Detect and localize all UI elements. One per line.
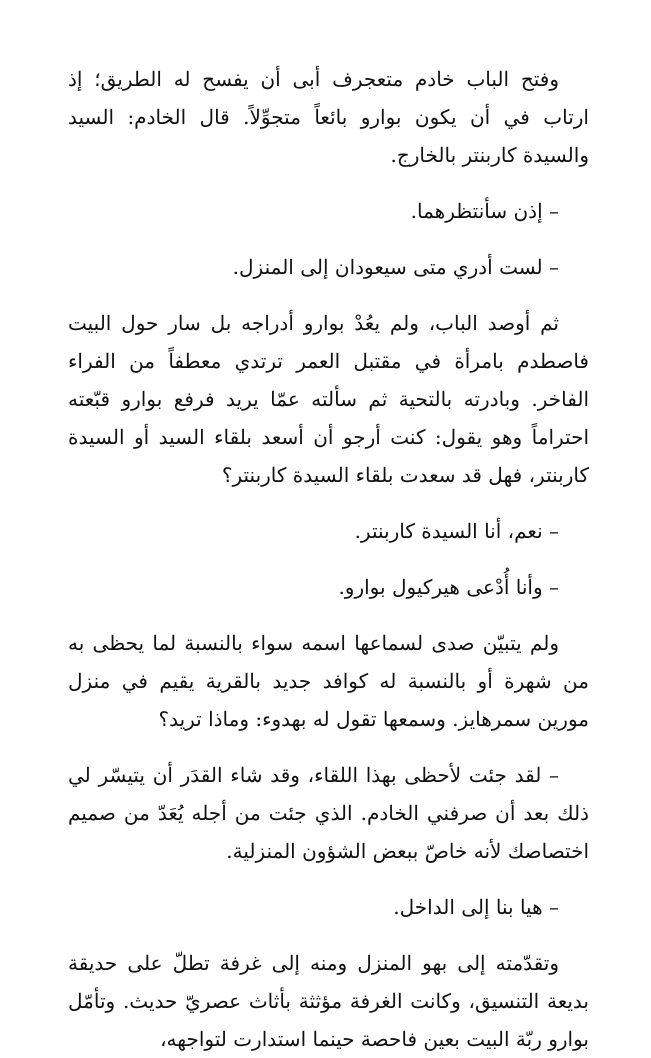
paragraph-living-room: وتقدّمته إلى بهو المنزل ومنه إلى غرفة تطلّ على حديقة بديعة التنسيق، وكانت الغرفة مؤثثة بأثاث عصريّ حديث. وتأمّل بوارو ربّة البيت بعين فاحصة حينما استدارت لتواجهه،	[68, 951, 589, 1051]
dialog-line-inside: – هيا بنا إلى الداخل.	[393, 895, 559, 919]
dialog-line-return: – لست أدري متى سيعودان إلى المنزل.	[232, 255, 559, 279]
dialog-line-mrs-carpenter: – نعم، أنا السيدة كاربنتر.	[354, 519, 559, 543]
dialog-line-wait: – إذن سأنتظرهما.	[410, 199, 559, 223]
dialog-line-poirot-name: – وأنا أُدْعى هيركيول بوارو.	[338, 575, 559, 599]
paragraph-meeting-woman: ثم أوصد الباب، ولم يعُدْ بوارو أدراجه بل سار حول البيت فاصطدم بامرأة في مقتبل العمر ترتدي معطفاً من الفراء الفاخر. وبادرته بالتحية ثم سألته عمّا يريد فرفع بوارو قبّعته احتراماً وهو يقول: كنت أرجو أن أسعد بلقاء السيد أو السيدة كاربنتر، فهل قد سعدت بلقاء السيدة كاربنتر؟	[68, 311, 589, 487]
paragraph-servant-door: وفتح الباب خادم متعجرف أبى أن يفسح له الطريق؛ إذ ارتاب في أن يكون بوارو بائعاً متجوِّلاً. قال الخادم: السيد والسيدة كاربنتر بالخارج.	[68, 67, 589, 167]
paragraph-purpose: – لقد جئت لأحظى بهذا اللقاء، وقد شاء القدَر أن يتيسّر لي ذلك بعد أن صرفني الخادم. الذي جئت من أجله يُعَدّ من صميم اختصاصك لأنه خاصّ ببعض الشؤون المنزلية.	[68, 763, 589, 863]
paragraph-no-reaction: ولم يتبيّن صدى لسماعها اسمه سواء بالنسبة لما يحظى به من شهرة أو بالنسبة له كوافد جديد بالقرية يقيم في منزل مورين سمرهايز. وسمعها تقول له بهدوء: وماذا تريد؟	[68, 631, 589, 731]
